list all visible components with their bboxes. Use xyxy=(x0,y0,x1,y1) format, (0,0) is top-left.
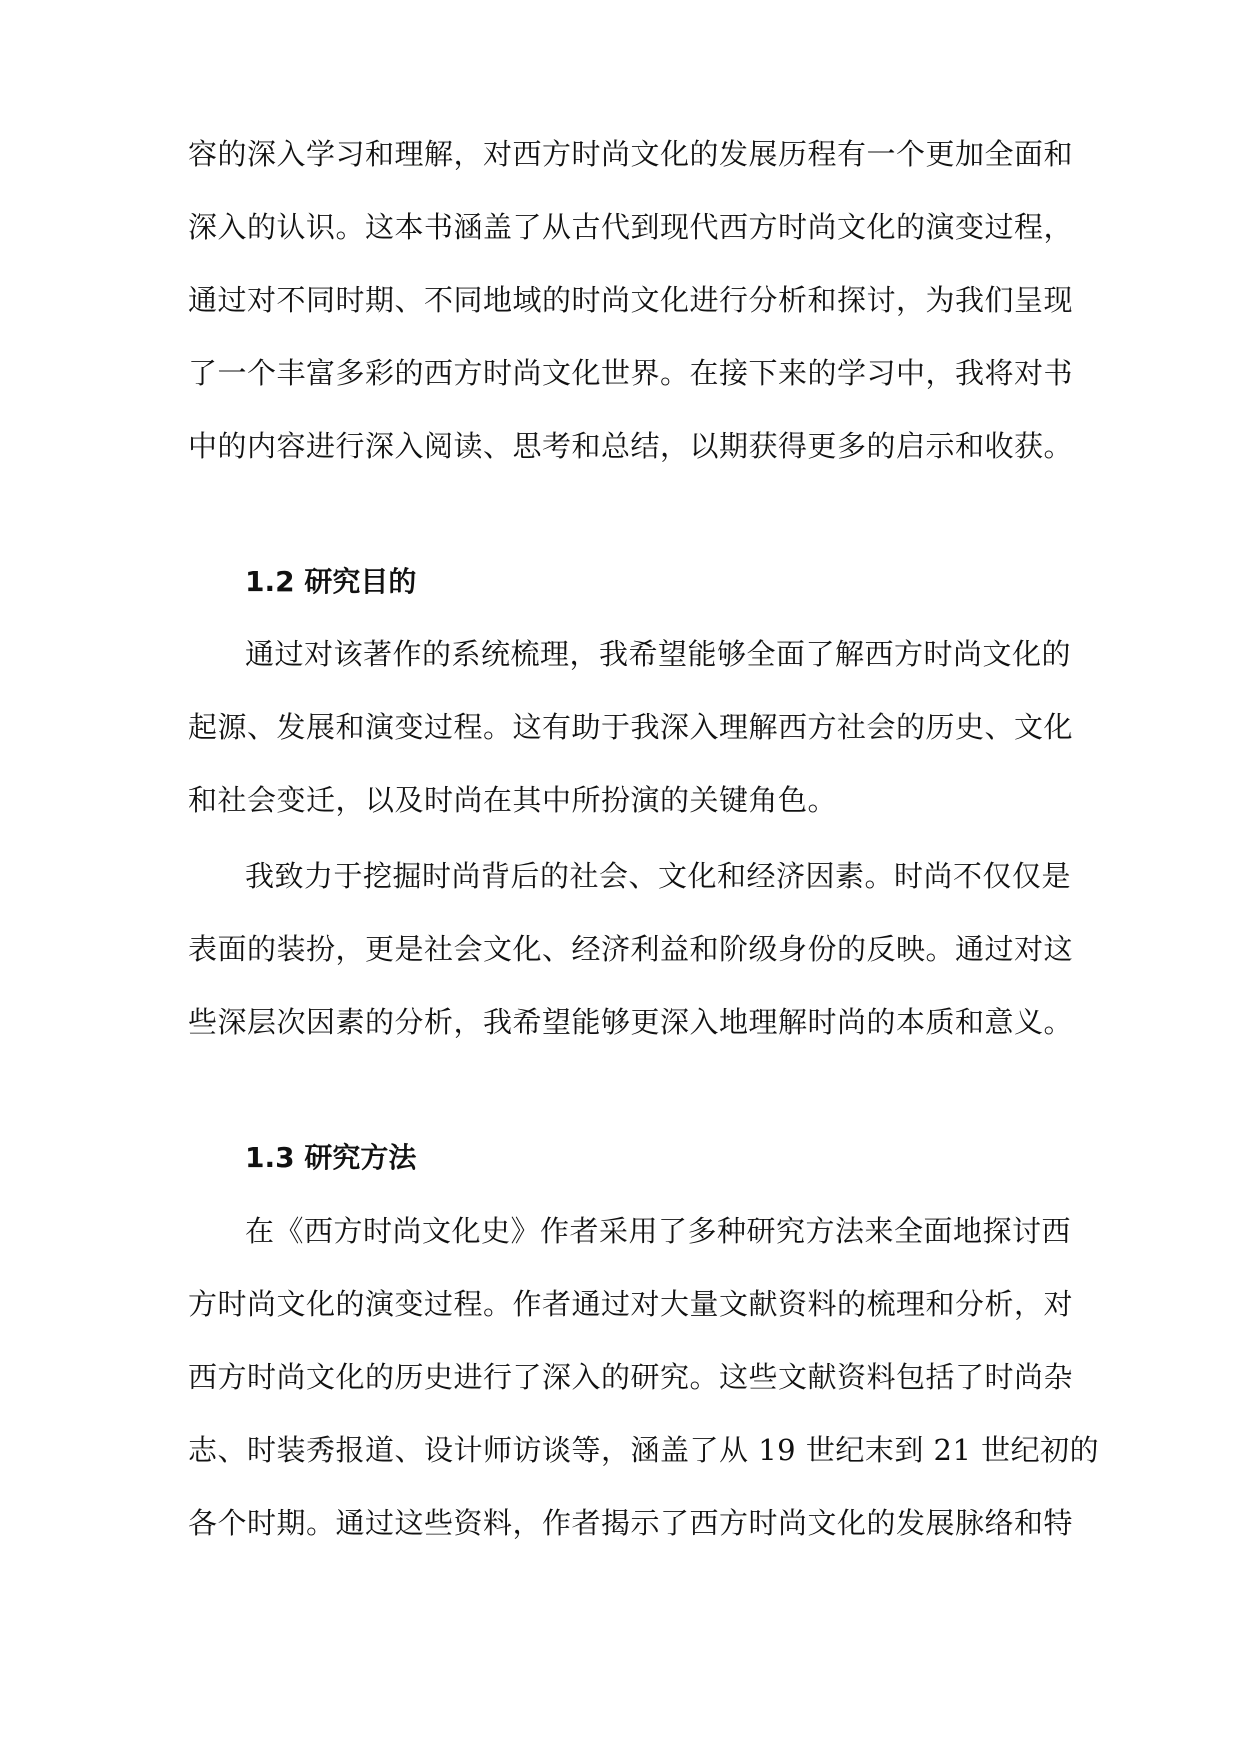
s12-p1-line-1: 通过对该著作的系统梳理，我希望能够全面了解西方时尚文化的 xyxy=(245,637,1072,671)
s12-p2-line-2: 表面的装扮，更是社会文化、经济利益和阶级身份的反映。通过对这 xyxy=(188,932,1074,966)
s12-p2-line-3: 些深层次因素的分析，我希望能够更深入地理解时尚的本质和意义。 xyxy=(188,1005,1074,1039)
s12-p2-line-1: 我致力于挖掘时尚背后的社会、文化和经济因素。时尚不仅仅是 xyxy=(245,859,1072,893)
s13-p1-line-2: 方时尚文化的演变过程。作者通过对大量文献资料的梳理和分析，对 xyxy=(188,1287,1074,1321)
intro-line-3: 通过对不同时期、不同地域的时尚文化进行分析和探讨，为我们呈现 xyxy=(188,283,1074,317)
intro-line-5: 中的内容进行深入阅读、思考和总结，以期获得更多的启示和收获。 xyxy=(188,429,1074,463)
s12-p1-line-2: 起源、发展和演变过程。这有助于我深入理解西方社会的历史、文化 xyxy=(188,710,1074,744)
intro-line-4: 了一个丰富多彩的西方时尚文化世界。在接下来的学习中，我将对书 xyxy=(188,356,1074,390)
s13-p1-line-1: 在《西方时尚文化史》作者采用了多种研究方法来全面地探讨西 xyxy=(245,1214,1072,1248)
s13-p1-line-5: 各个时期。通过这些资料，作者揭示了西方时尚文化的发展脉络和特 xyxy=(188,1506,1074,1540)
s13-p1-line-4: 志、时装秀报道、设计师访谈等，涵盖了从 19 世纪末到 21 世纪初的 xyxy=(188,1433,1100,1467)
section-heading-1-3: 1.3 研究方法 xyxy=(245,1141,417,1174)
s12-p1-line-3: 和社会变迁，以及时尚在其中所扮演的关键角色。 xyxy=(188,783,838,817)
s13-p1-line-3: 西方时尚文化的历史进行了深入的研究。这些文献资料包括了时尚杂 xyxy=(188,1360,1074,1394)
section-heading-1-2: 1.2 研究目的 xyxy=(245,565,417,598)
intro-line-2: 深入的认识。这本书涵盖了从古代到现代西方时尚文化的演变过程， xyxy=(188,210,1074,244)
intro-line-1: 容的深入学习和理解，对西方时尚文化的发展历程有一个更加全面和 xyxy=(188,137,1074,171)
